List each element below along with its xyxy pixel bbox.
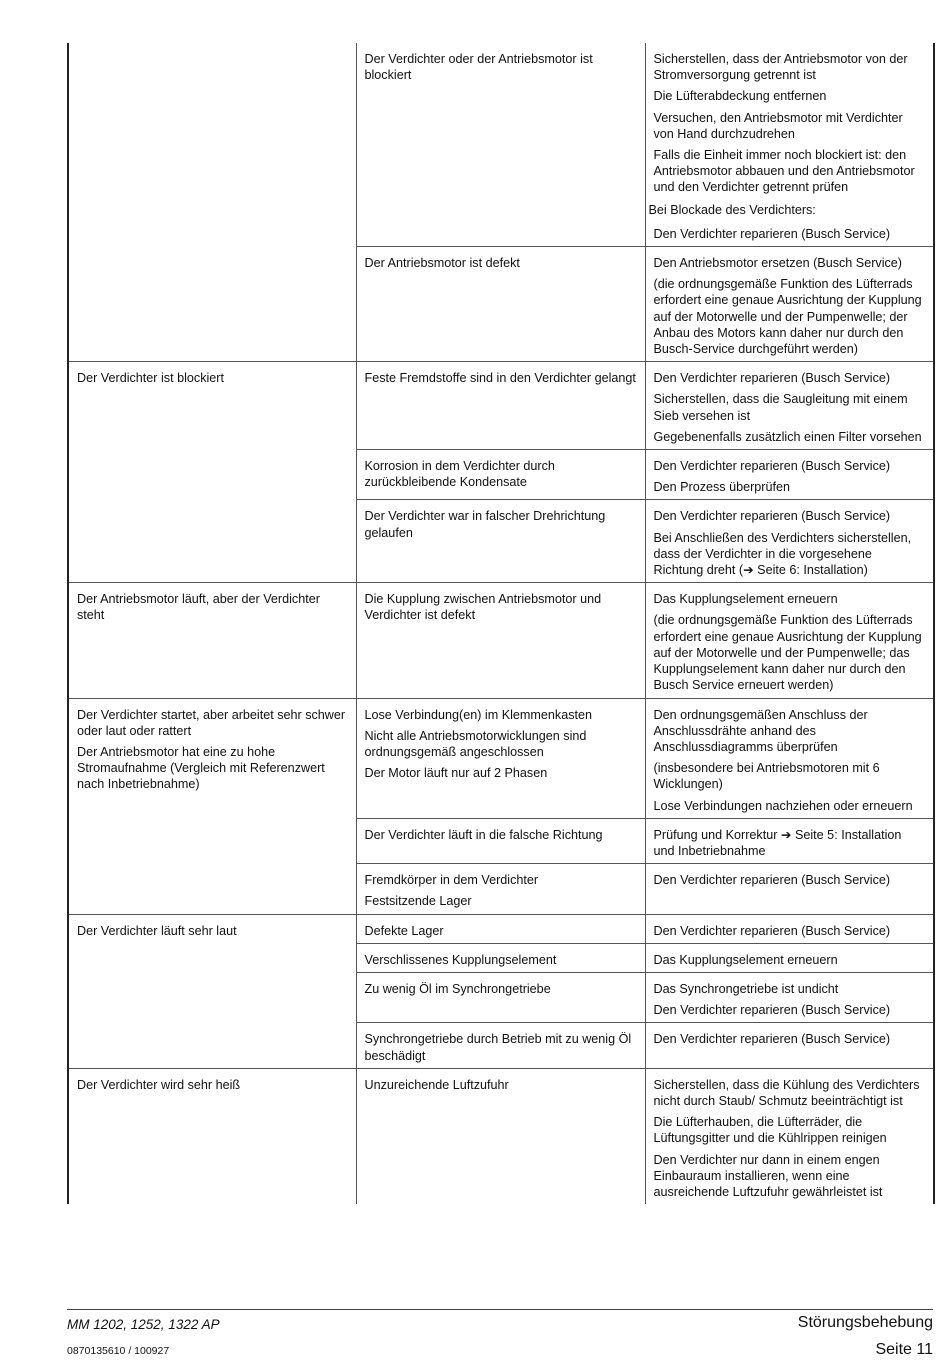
cause-cell bbox=[356, 1068, 645, 1204]
table-row bbox=[68, 583, 934, 698]
remedy-text bbox=[654, 530, 926, 579]
cause-cell bbox=[356, 698, 645, 818]
cause-cell bbox=[356, 43, 645, 247]
cause-text: Korrosion in dem Verdichter durch zurückbleibende Kondensate bbox=[364, 459, 555, 490]
cause-text: Der Antriebsmotor ist defekt bbox=[364, 256, 520, 271]
remedy-text: Den Verdichter reparieren (Busch Service) bbox=[653, 873, 891, 888]
remedy-cell bbox=[645, 972, 934, 1022]
table-row bbox=[68, 914, 934, 943]
cause-text: Nicht alle Antriebsmotorwicklungen sind ordnungsgemäß angeschlossen bbox=[364, 728, 587, 759]
remedy-text: Den Verdichter reparieren (Busch Service) bbox=[653, 1003, 891, 1018]
remedy-text: Die Lüfterhauben, die Lüfterräder, die Lüftungsgitter und die Kühlrippen reinigen bbox=[653, 1115, 887, 1146]
cause-text: Lose Verbindung(en) im Klemmenkasten bbox=[364, 707, 593, 722]
remedy-text: Den Antriebsmotor ersetzen (Busch Service) bbox=[653, 256, 902, 271]
remedy-cell bbox=[645, 362, 934, 450]
remedy-text: Den Verdichter reparieren (Busch Service) bbox=[653, 459, 891, 474]
problem-cell bbox=[68, 914, 356, 1068]
footer-section-title: Störungsbehebung bbox=[797, 1314, 933, 1331]
cause-cell bbox=[356, 500, 645, 583]
problem-text: Der Antriebsmotor hat eine zu hohe Stromaufnahme (Vergleich mit Referenzwert nach Inbetriebnahme) bbox=[77, 744, 325, 792]
cause-cell bbox=[356, 583, 645, 698]
problem-cell bbox=[68, 1068, 356, 1204]
remedy-text: Sicherstellen, dass die Saugleitung mit einem Sieb versehen ist bbox=[653, 392, 908, 423]
remedy-text bbox=[654, 827, 926, 859]
table-row bbox=[68, 43, 934, 247]
remedy-text: Falls die Einheit immer noch blockiert ist: den Antriebsmotor abbauen und den Antriebsmotor und den Verdichter getrennt prüfen bbox=[653, 148, 915, 195]
problem-text: Der Verdichter läuft sehr laut bbox=[77, 923, 237, 938]
remedy-cell bbox=[645, 914, 934, 943]
remedy-text: (die ordnungsgemäße Funktion des Lüfterrads erfordert eine genaue Ausrichtung der Kupplung auf der Motorwelle und der Pumpenwelle; das Kupplungselement kann daher nur durch den Busch Service erneuert werden) bbox=[653, 613, 922, 693]
remedy-text: (insbesondere bei Antriebsmotoren mit 6 Wicklungen) bbox=[653, 761, 880, 792]
table-row bbox=[68, 698, 934, 818]
remedy-text: Den Verdichter reparieren (Busch Service) bbox=[653, 371, 891, 386]
remedy-text: (die ordnungsgemäße Funktion des Lüfterrads erfordert eine genaue Ausrichtung der Kupplung auf der Motorwelle und der Pumpenwelle; der Anbau des Motors kann daher nur durch den Busch-Service durchgeführt werden) bbox=[653, 277, 922, 357]
remedy-cell bbox=[645, 1023, 934, 1068]
problem-cell bbox=[68, 698, 356, 914]
cause-cell bbox=[356, 943, 645, 972]
line-text: Bei Blockade des Verdichters: bbox=[648, 202, 816, 217]
remedy-text: Sicherstellen, dass die Kühlung des Verdichters nicht durch Staub/ Schmutz beeinträchtigt ist bbox=[653, 1077, 920, 1108]
remedy-cell bbox=[645, 450, 934, 500]
line-text-after: Seite 6: Installation) bbox=[753, 563, 868, 578]
footer-doc-number: 0870135610 / 100927 bbox=[67, 1345, 170, 1357]
troubleshooting-table-body bbox=[68, 43, 934, 1204]
problem-cell bbox=[68, 362, 356, 583]
problem-text: Der Antriebsmotor läuft, aber der Verdichter steht bbox=[77, 592, 320, 623]
cause-text: Der Verdichter läuft in die falsche Richtung bbox=[364, 827, 603, 842]
cause-cell bbox=[356, 818, 645, 863]
remedy-cell bbox=[645, 43, 934, 247]
remedy-cell bbox=[645, 247, 934, 362]
remedy-text: Den ordnungsgemäßen Anschluss der Anschlussdrähte anhand des Anschlussdiagramms überprüfen bbox=[653, 707, 868, 754]
line-text: Bei Anschließen des Verdichters sicherstellen, dass der Verdichter in die vorgesehene Richtung dreht ( bbox=[653, 530, 912, 578]
line-text: Prüfung und Korrektur bbox=[653, 827, 781, 842]
footer-model: MM 1202, 1252, 1322 AP bbox=[67, 1317, 220, 1332]
arrow-right-icon: ➔ bbox=[743, 563, 754, 578]
remedy-text: Den Verdichter reparieren (Busch Service) bbox=[653, 923, 891, 938]
remedy-text: Die Lüfterabdeckung entfernen bbox=[653, 89, 827, 104]
remedy-text: Den Verdichter reparieren (Busch Service) bbox=[653, 1032, 891, 1047]
cause-cell bbox=[356, 362, 645, 450]
cause-text: Der Motor läuft nur auf 2 Phasen bbox=[364, 766, 548, 781]
cause-cell bbox=[356, 914, 645, 943]
troubleshooting-table bbox=[67, 43, 935, 1204]
problem-text: Der Verdichter ist blockiert bbox=[77, 371, 224, 386]
problem-cell bbox=[68, 43, 356, 362]
remedy-cell bbox=[645, 1068, 934, 1204]
remedy-cell bbox=[645, 500, 934, 583]
cause-text: Fremdkörper in dem Verdichter bbox=[364, 873, 539, 888]
remedy-cell bbox=[645, 818, 934, 863]
arrow-right-icon: ➔ bbox=[780, 827, 792, 842]
cause-cell bbox=[356, 450, 645, 500]
remedy-text: Gegebenenfalls zusätzlich einen Filter vorsehen bbox=[653, 429, 922, 444]
cause-text: Die Kupplung zwischen Antriebsmotor und Verdichter ist defekt bbox=[364, 592, 602, 623]
cause-text: Der Verdichter war in falscher Drehrichtung gelaufen bbox=[364, 509, 606, 540]
cause-text: Zu wenig Öl im Synchrongetriebe bbox=[364, 981, 551, 996]
cause-cell bbox=[356, 247, 645, 362]
cause-text: Der Verdichter oder der Antriebsmotor ist blockiert bbox=[364, 52, 593, 83]
problem-text: Der Verdichter startet, aber arbeitet sehr schwer oder laut oder rattert bbox=[77, 707, 346, 738]
cause-cell bbox=[356, 972, 645, 1022]
remedy-text bbox=[649, 202, 926, 218]
remedy-text: Das Kupplungselement erneuern bbox=[653, 952, 838, 967]
remedy-text: Den Prozess überprüfen bbox=[653, 480, 791, 495]
remedy-text: Den Verdichter reparieren (Busch Service) bbox=[653, 509, 891, 524]
remedy-cell bbox=[645, 864, 934, 914]
remedy-text: Sicherstellen, dass der Antriebsmotor von der Stromversorgung getrennt ist bbox=[653, 52, 908, 83]
cause-text: Synchrongetriebe durch Betrieb mit zu wenig Öl beschädigt bbox=[364, 1032, 632, 1063]
remedy-text: Versuchen, den Antriebsmotor mit Verdichter von Hand durchzudrehen bbox=[653, 110, 903, 141]
remedy-text: Lose Verbindungen nachziehen oder erneuern bbox=[653, 798, 913, 813]
cause-cell bbox=[356, 864, 645, 914]
remedy-cell bbox=[645, 943, 934, 972]
remedy-text: Den Verdichter nur dann in einem engen Einbauraum installieren, wenn eine ausreichende Luftzufuhr gewährleistet ist bbox=[653, 1152, 883, 1199]
remedy-cell bbox=[645, 583, 934, 698]
table-row bbox=[68, 362, 934, 450]
footer-divider bbox=[67, 1309, 933, 1310]
problem-text: Der Verdichter wird sehr heiß bbox=[77, 1077, 241, 1092]
remedy-text: Den Verdichter reparieren (Busch Service) bbox=[653, 226, 891, 241]
cause-text: Defekte Lager bbox=[364, 923, 444, 938]
cause-text: Festsitzende Lager bbox=[364, 894, 472, 909]
footer-page-number: Seite 11 bbox=[875, 1341, 933, 1358]
problem-cell bbox=[68, 583, 356, 698]
cause-cell bbox=[356, 1023, 645, 1068]
line-text-after: Seite 5: Installation und Inbetriebnahme bbox=[653, 827, 902, 858]
remedy-text: Das Synchrongetriebe ist undicht bbox=[653, 981, 839, 996]
cause-text: Verschlissenes Kupplungselement bbox=[364, 952, 557, 967]
remedy-text: Das Kupplungselement erneuern bbox=[653, 592, 838, 607]
table-row bbox=[68, 1068, 934, 1204]
cause-text: Unzureichende Luftzufuhr bbox=[364, 1077, 509, 1092]
cause-text: Feste Fremdstoffe sind in den Verdichter gelangt bbox=[364, 371, 636, 386]
remedy-cell bbox=[645, 698, 934, 818]
